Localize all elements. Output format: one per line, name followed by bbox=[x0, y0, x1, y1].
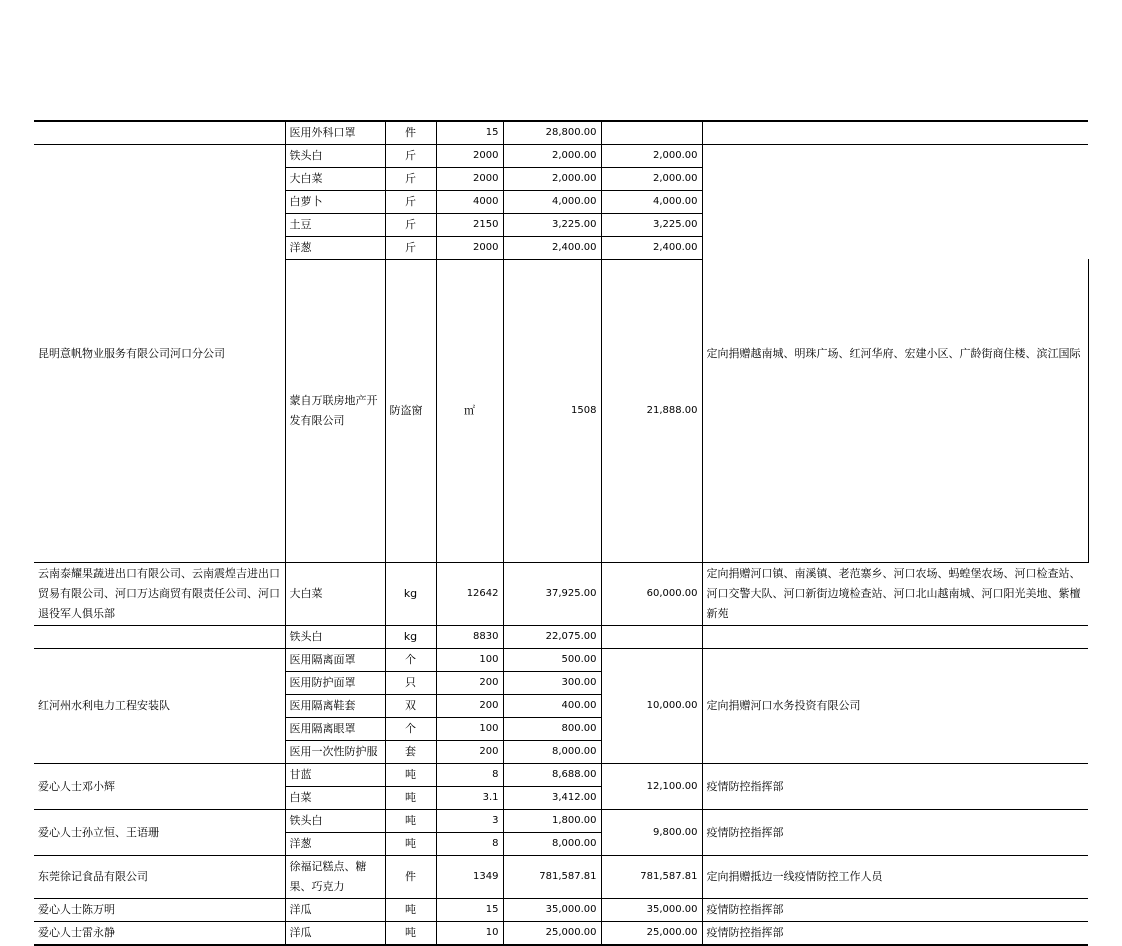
quantity-cell: 8830 bbox=[436, 626, 503, 649]
donor-cell: 蒙自万联房地产开发有限公司 bbox=[285, 260, 385, 563]
quantity-cell: 2150 bbox=[436, 214, 503, 237]
unit-cell: 吨 bbox=[385, 833, 436, 856]
unit-cell: 件 bbox=[385, 856, 436, 899]
donor-cell: 爱心人士雷永静 bbox=[34, 922, 285, 946]
quantity-cell: 15 bbox=[436, 899, 503, 922]
quantity-cell: 2000 bbox=[436, 168, 503, 191]
item-cell: 洋葱 bbox=[285, 833, 385, 856]
item-cell: 医用隔离眼罩 bbox=[285, 718, 385, 741]
quantity-cell: 2000 bbox=[436, 145, 503, 168]
unit-cell: 斤 bbox=[385, 214, 436, 237]
quantity-cell: 200 bbox=[436, 695, 503, 718]
quantity-cell: 8 bbox=[436, 764, 503, 787]
destination-cell: 疫情防控指挥部 bbox=[702, 899, 1088, 922]
total-cell: 60,000.00 bbox=[601, 563, 702, 626]
amount-cell: 28,800.00 bbox=[503, 121, 601, 145]
unit-cell: 吨 bbox=[385, 922, 436, 946]
total-cell: 781,587.81 bbox=[601, 856, 702, 899]
unit-cell: 套 bbox=[385, 741, 436, 764]
destination-cell bbox=[702, 626, 1088, 649]
quantity-cell: 100 bbox=[436, 718, 503, 741]
amount-cell: 35,000.00 bbox=[503, 899, 601, 922]
quantity-cell: 8 bbox=[436, 833, 503, 856]
unit-cell: 斤 bbox=[385, 237, 436, 260]
table-body bbox=[34, 121, 1088, 945]
item-cell: 医用外科口罩 bbox=[285, 121, 385, 145]
total-cell: 2,000.00 bbox=[601, 145, 702, 168]
unit-cell: 双 bbox=[385, 695, 436, 718]
donor-cell bbox=[34, 121, 285, 145]
item-cell: 甘蓝 bbox=[285, 764, 385, 787]
donor-cell: 昆明意帆物业服务有限公司河口分公司 bbox=[34, 145, 285, 563]
quantity-cell: 200 bbox=[436, 741, 503, 764]
table-row bbox=[34, 922, 1088, 946]
quantity-cell: 3 bbox=[436, 810, 503, 833]
quantity-cell: 4000 bbox=[436, 191, 503, 214]
amount-cell: 2,000.00 bbox=[503, 145, 601, 168]
quantity-cell: 100 bbox=[436, 649, 503, 672]
amount-cell: 500.00 bbox=[503, 649, 601, 672]
amount-cell: 3,225.00 bbox=[503, 214, 601, 237]
donor-cell: 爱心人士邓小辉 bbox=[34, 764, 285, 810]
table-row bbox=[34, 649, 1088, 672]
donor-cell bbox=[34, 626, 285, 649]
amount-cell: 2,000.00 bbox=[503, 168, 601, 191]
donation-table bbox=[34, 120, 1088, 946]
item-cell: 铁头白 bbox=[285, 145, 385, 168]
donor-cell: 红河州水利电力工程安装队 bbox=[34, 649, 285, 764]
unit-cell: 只 bbox=[385, 672, 436, 695]
destination-cell: 定向捐赠河口水务投资有限公司 bbox=[702, 649, 1088, 764]
amount-cell: 8,000.00 bbox=[503, 833, 601, 856]
table-row bbox=[34, 626, 1088, 649]
unit-cell: 斤 bbox=[385, 168, 436, 191]
quantity-cell: 10 bbox=[436, 922, 503, 946]
amount-cell: 22,075.00 bbox=[503, 626, 601, 649]
item-cell: 土豆 bbox=[285, 214, 385, 237]
item-cell: 大白菜 bbox=[285, 563, 385, 626]
item-cell: 医用隔离面罩 bbox=[285, 649, 385, 672]
amount-cell: 8,688.00 bbox=[503, 764, 601, 787]
total-cell: 9,800.00 bbox=[601, 810, 702, 856]
quantity-cell: 15 bbox=[436, 121, 503, 145]
destination-cell: 疫情防控指挥部 bbox=[702, 810, 1088, 856]
item-cell: 医用隔离鞋套 bbox=[285, 695, 385, 718]
destination-cell: 疫情防控指挥部 bbox=[702, 922, 1088, 946]
total-cell: 2,400.00 bbox=[601, 237, 702, 260]
unit-cell: ㎡ bbox=[436, 260, 503, 563]
item-cell: 大白菜 bbox=[285, 168, 385, 191]
amount-cell: 37,925.00 bbox=[503, 563, 601, 626]
item-cell: 防盗窗 bbox=[385, 260, 436, 563]
table-row bbox=[34, 145, 1088, 168]
donor-cell: 爱心人士陈万明 bbox=[34, 899, 285, 922]
total-cell: 12,100.00 bbox=[601, 764, 702, 810]
total-cell: 35,000.00 bbox=[601, 899, 702, 922]
item-cell: 医用防护面罩 bbox=[285, 672, 385, 695]
item-cell: 白菜 bbox=[285, 787, 385, 810]
unit-cell: 吨 bbox=[385, 810, 436, 833]
donor-cell: 云南泰耀果蔬进出口有限公司、云南震煌吉进出口贸易有限公司、河口万达商贸有限责任公司、河口退役军人俱乐部 bbox=[34, 563, 285, 626]
total-cell bbox=[601, 121, 702, 145]
quantity-cell: 3.1 bbox=[436, 787, 503, 810]
destination-cell: 定向捐赠河口镇、南溪镇、老范寨乡、河口农场、蚂蝗堡农场、河口检查站、河口交警大队、河口新街边境检查站、河口北山越南城、河口阳光美地、紫檀新苑 bbox=[702, 563, 1088, 626]
item-cell: 洋瓜 bbox=[285, 922, 385, 946]
amount-cell: 8,000.00 bbox=[503, 741, 601, 764]
destination-cell: 定向捐赠越南城、明珠广场、红河华府、宏建小区、广龄街商住楼、滨江国际 bbox=[702, 145, 1088, 563]
unit-cell: 吨 bbox=[385, 899, 436, 922]
amount-cell: 4,000.00 bbox=[503, 191, 601, 214]
amount-cell: 21,888.00 bbox=[601, 260, 702, 563]
total-cell: 25,000.00 bbox=[601, 922, 702, 946]
amount-cell: 1,800.00 bbox=[503, 810, 601, 833]
item-cell: 医用一次性防护服 bbox=[285, 741, 385, 764]
quantity-cell: 200 bbox=[436, 672, 503, 695]
unit-cell: 件 bbox=[385, 121, 436, 145]
unit-cell: 个 bbox=[385, 718, 436, 741]
amount-cell: 400.00 bbox=[503, 695, 601, 718]
destination-cell: 疫情防控指挥部 bbox=[702, 764, 1088, 810]
table-row bbox=[34, 899, 1088, 922]
total-cell: 10,000.00 bbox=[601, 649, 702, 764]
item-cell: 洋葱 bbox=[285, 237, 385, 260]
item-cell: 铁头白 bbox=[285, 626, 385, 649]
donor-cell: 爱心人士孙立恒、王语珊 bbox=[34, 810, 285, 856]
amount-cell: 800.00 bbox=[503, 718, 601, 741]
amount-cell: 2,400.00 bbox=[503, 237, 601, 260]
quantity-cell: 2000 bbox=[436, 237, 503, 260]
unit-cell: kg bbox=[385, 563, 436, 626]
donor-cell: 东莞徐记食品有限公司 bbox=[34, 856, 285, 899]
total-cell: 2,000.00 bbox=[601, 168, 702, 191]
quantity-cell: 1508 bbox=[503, 260, 601, 563]
total-cell bbox=[601, 626, 702, 649]
amount-cell: 300.00 bbox=[503, 672, 601, 695]
table-row bbox=[34, 764, 1088, 787]
table-row bbox=[34, 563, 1088, 626]
total-cell: 4,000.00 bbox=[601, 191, 702, 214]
item-cell: 徐福记糕点、糖果、巧克力 bbox=[285, 856, 385, 899]
amount-cell: 3,412.00 bbox=[503, 787, 601, 810]
unit-cell: 吨 bbox=[385, 787, 436, 810]
quantity-cell: 12642 bbox=[436, 563, 503, 626]
item-cell: 白萝卜 bbox=[285, 191, 385, 214]
quantity-cell: 1349 bbox=[436, 856, 503, 899]
destination-cell: 定向捐赠抵边一线疫情防控工作人员 bbox=[702, 856, 1088, 899]
unit-cell: 吨 bbox=[385, 764, 436, 787]
unit-cell: 个 bbox=[385, 649, 436, 672]
table-row bbox=[34, 121, 1088, 145]
destination-cell bbox=[702, 121, 1088, 145]
item-cell: 铁头白 bbox=[285, 810, 385, 833]
table-row bbox=[34, 810, 1088, 833]
table-row bbox=[34, 856, 1088, 899]
unit-cell: kg bbox=[385, 626, 436, 649]
unit-cell: 斤 bbox=[385, 145, 436, 168]
total-cell: 3,225.00 bbox=[601, 214, 702, 237]
unit-cell: 斤 bbox=[385, 191, 436, 214]
amount-cell: 781,587.81 bbox=[503, 856, 601, 899]
amount-cell: 25,000.00 bbox=[503, 922, 601, 946]
item-cell: 洋瓜 bbox=[285, 899, 385, 922]
